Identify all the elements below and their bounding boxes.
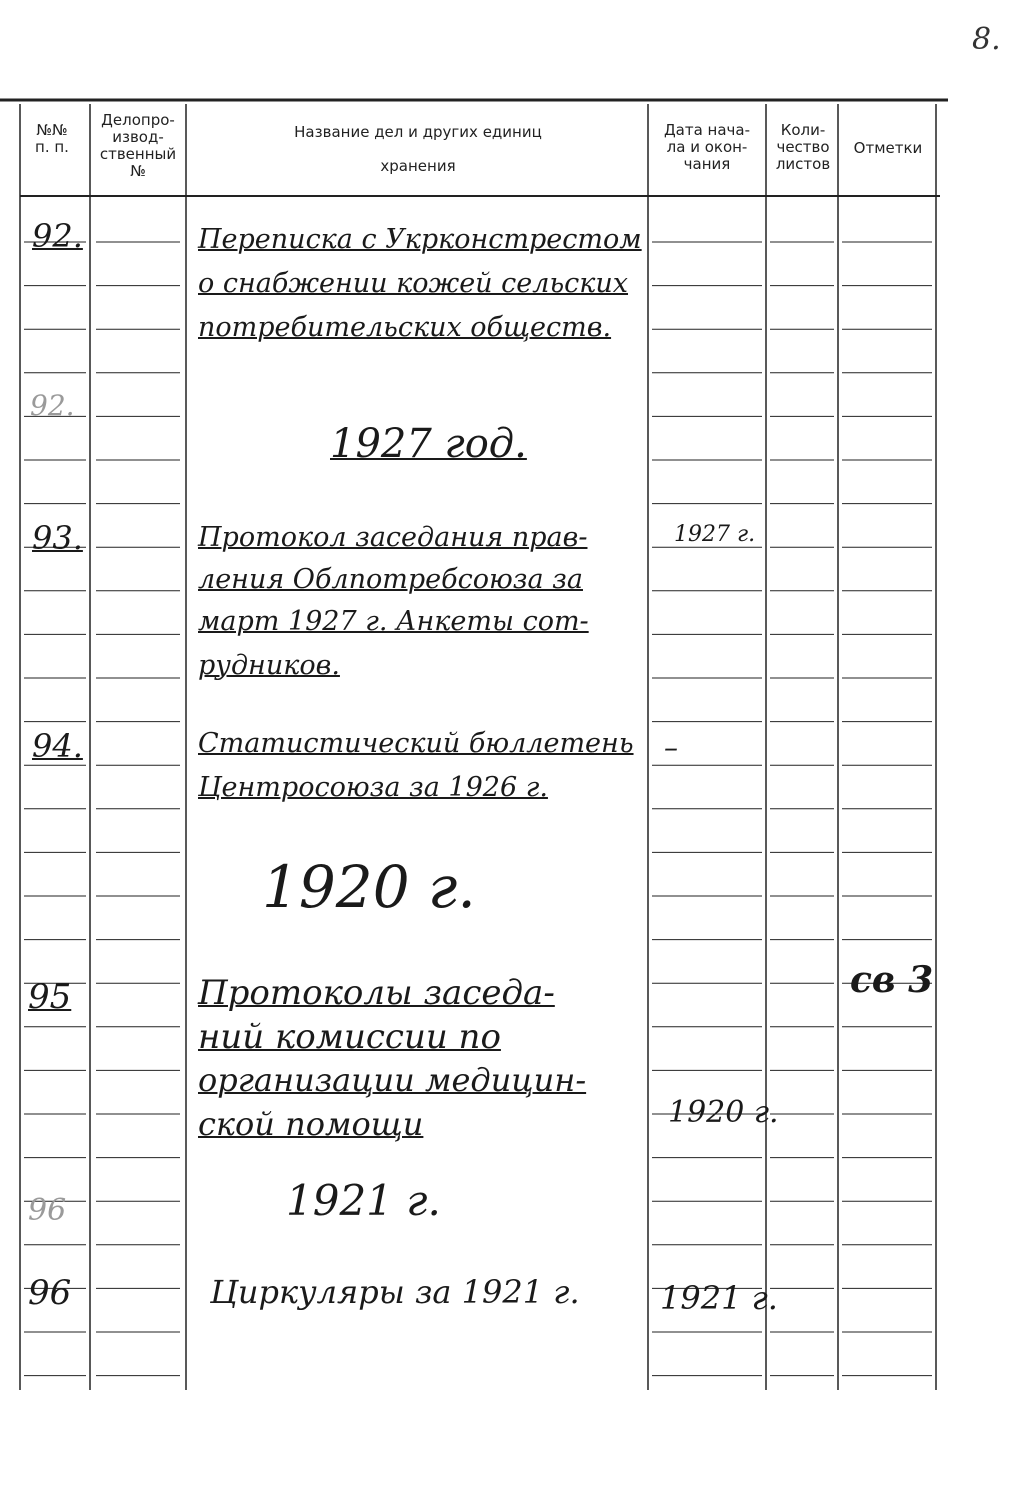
- entry-title-line: организации медицин-: [198, 1061, 587, 1099]
- entry-number: 92.: [32, 217, 83, 255]
- entry-title-line: о снабжении кожей сельских: [198, 268, 629, 299]
- faint-entry-number: 96: [28, 1193, 67, 1228]
- entry-number: 95: [28, 977, 72, 1017]
- entry-number: 93.: [32, 519, 83, 557]
- header-sheet-count-column: Коли- чество листов: [775, 121, 831, 173]
- faint-entry-number: 92.: [30, 389, 75, 422]
- entry-mark: св 3: [850, 959, 934, 1001]
- year-heading: 1927 год.: [330, 421, 527, 467]
- entry-date: 1920 г.: [668, 1095, 779, 1130]
- header-title-column: Название дел и других единиц хранения: [294, 123, 542, 175]
- header-marks-column: Отметки: [853, 139, 923, 157]
- year-heading: 1921 г.: [286, 1176, 441, 1225]
- entry-title-line: Статистический бюллетень: [198, 728, 634, 759]
- entry-title-line: Циркуляры за 1921 г.: [210, 1273, 580, 1311]
- header-office-number-column: Делопро- извод- ственный №: [99, 111, 177, 180]
- entry-title-line: рудников.: [198, 650, 340, 681]
- entry-date: 1927 г.: [674, 522, 756, 547]
- entry-date: 1921 г.: [660, 1279, 778, 1317]
- page-number: 8.: [972, 22, 1001, 57]
- entry-title-line: ления Облпотребсоюза за: [198, 564, 583, 595]
- entry-title-line: потребительских обществ.: [198, 312, 612, 343]
- header-number-column: №№ п. п.: [35, 121, 69, 156]
- entry-title-line: Центросоюза за 1926 г.: [198, 772, 548, 803]
- year-heading: 1920 г.: [262, 853, 476, 921]
- entry-number: 96: [28, 1273, 72, 1313]
- entry-title-line: март 1927 г. Анкеты сот-: [198, 606, 589, 637]
- entry-title-line: ний комиссии по: [198, 1017, 501, 1057]
- entry-number: 94.: [32, 727, 83, 765]
- entry-title-line: Протоколы заседа-: [198, 973, 555, 1013]
- entry-title-line: Протокол заседания прав-: [198, 522, 588, 553]
- header-dates-column: Дата нача- ла и окон- чания: [663, 121, 751, 173]
- entry-title-line: ской помощи: [198, 1105, 424, 1143]
- entry-title-line: Переписка с Укрконстрестом: [198, 224, 642, 255]
- entry-date: –: [664, 731, 678, 764]
